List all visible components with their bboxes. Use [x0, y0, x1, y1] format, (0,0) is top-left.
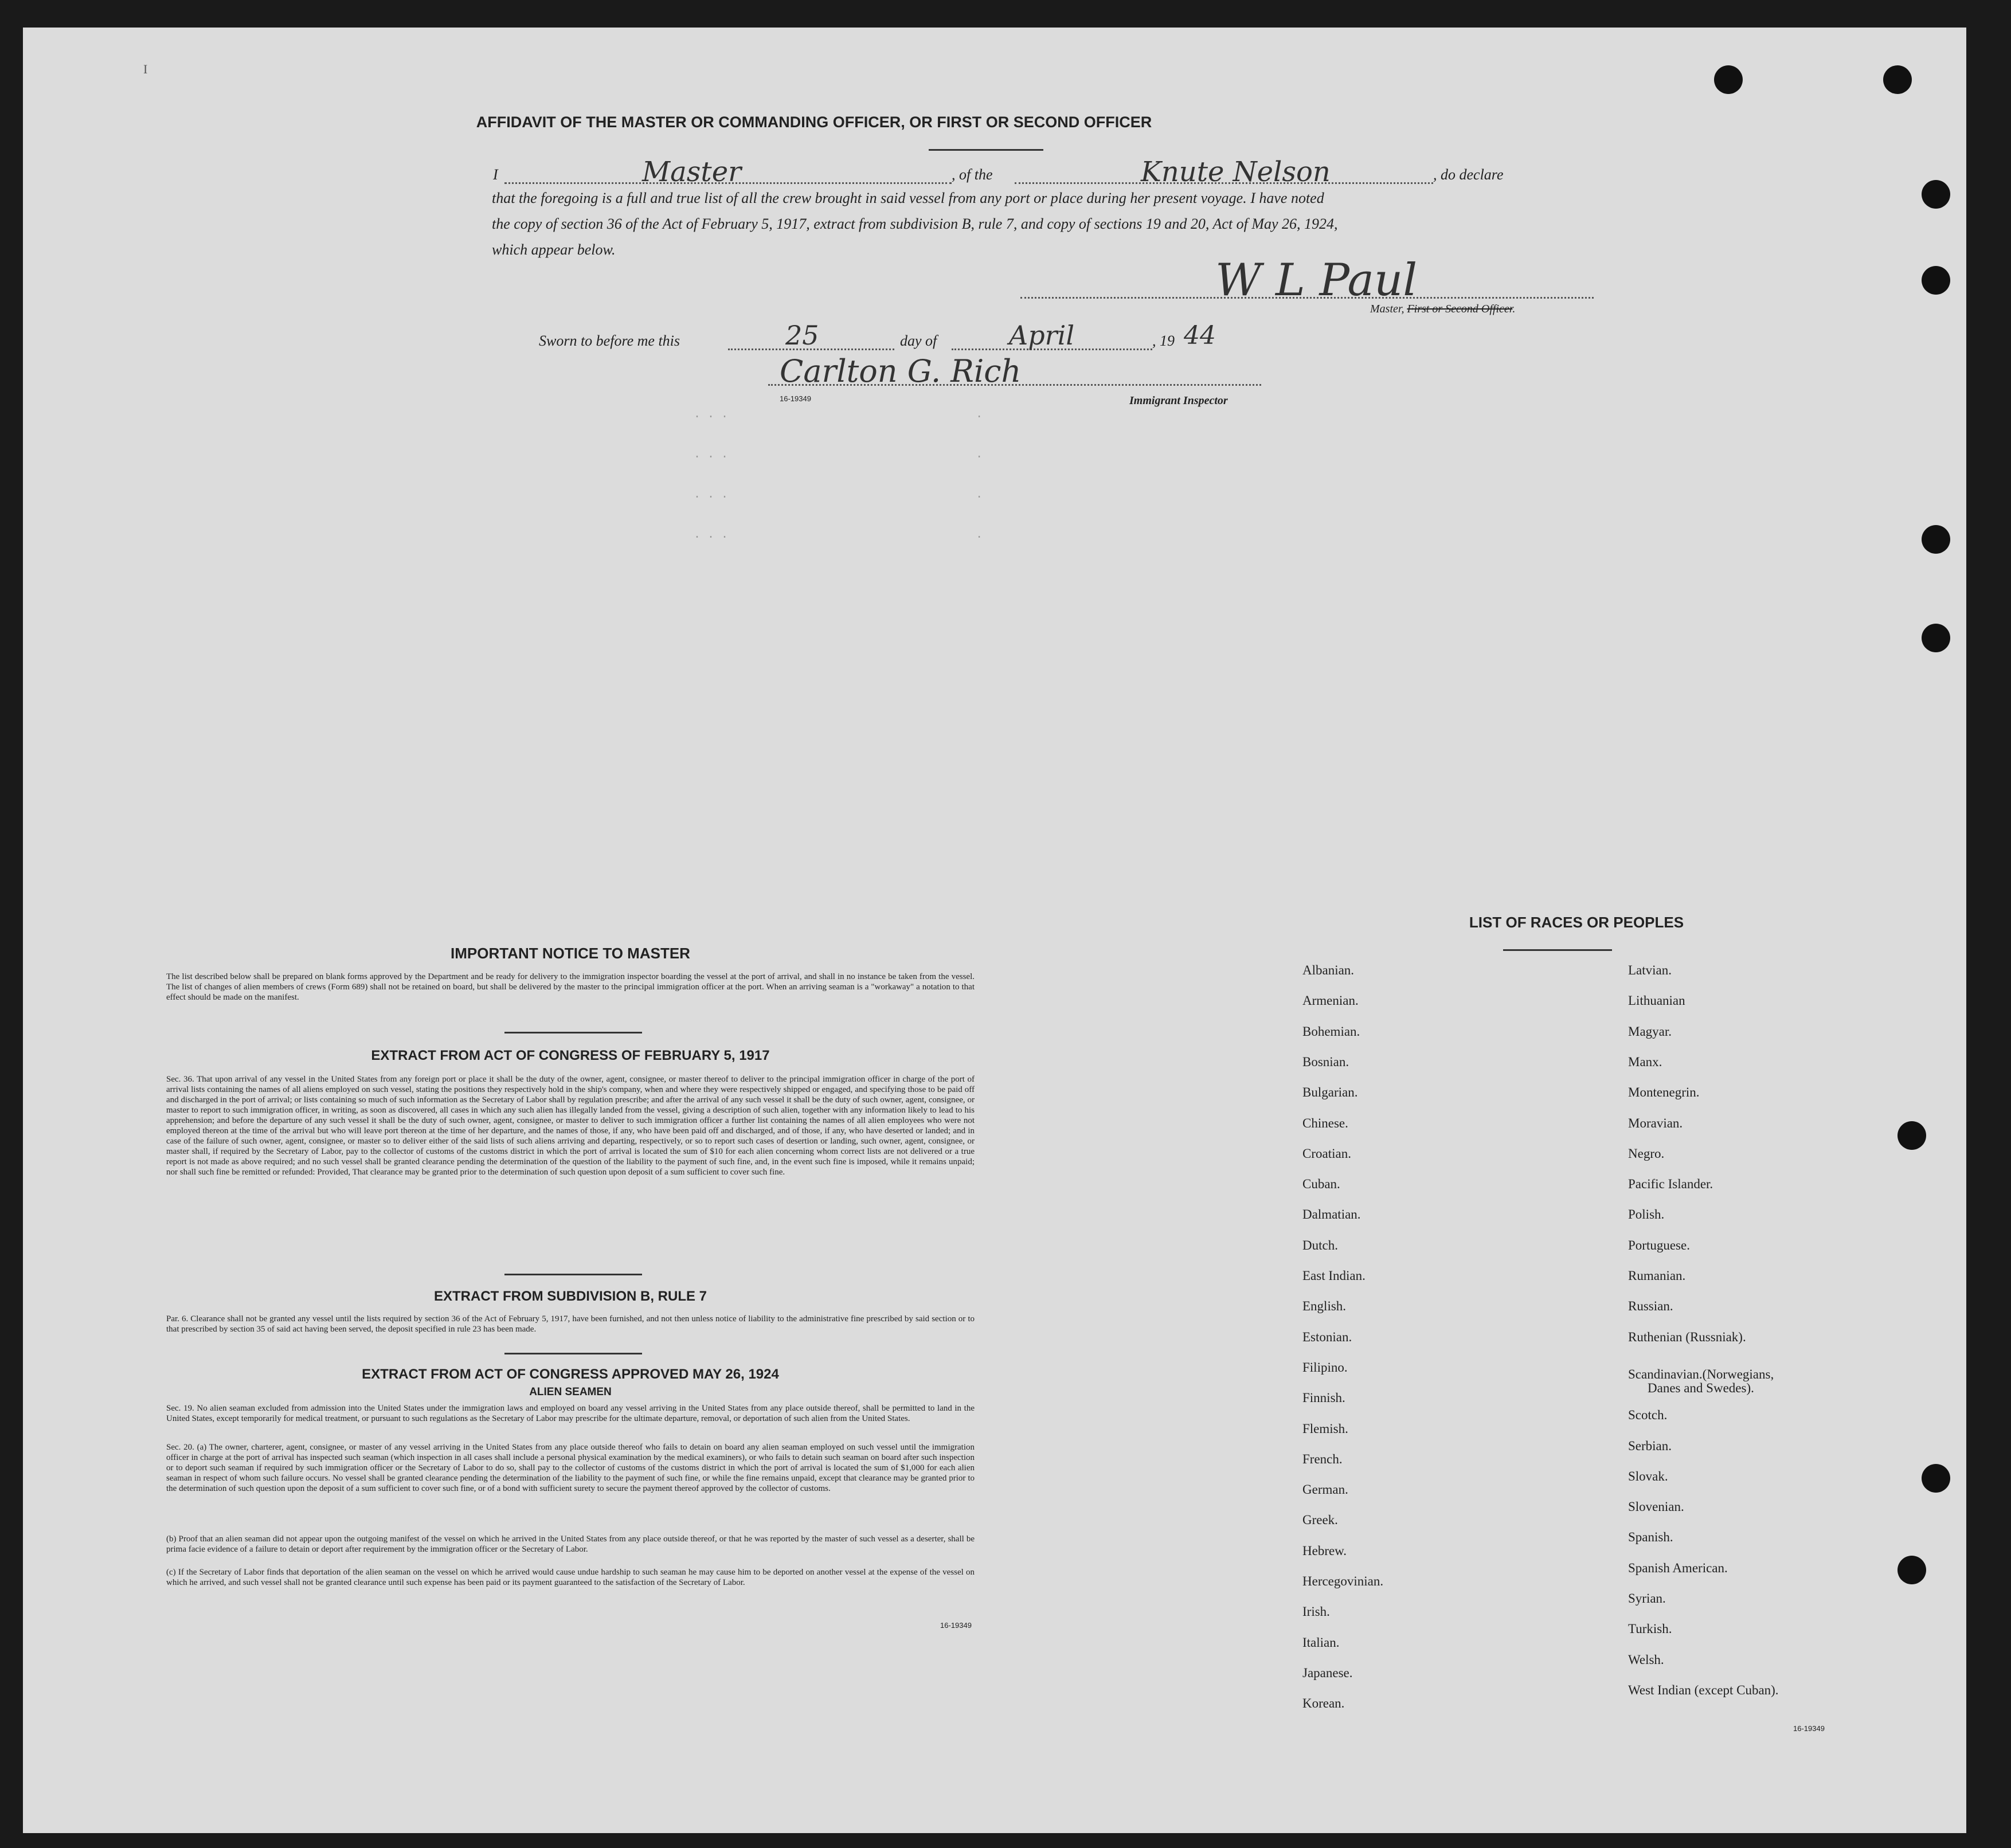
race-item: East Indian. [1302, 1268, 1366, 1283]
race-item: Armenian. [1302, 993, 1359, 1008]
extract-1917-text: Sec. 36. That upon arrival of any vessel in the United States from any foreign port or place it shall be the duty of the owner, agent, consignee, or master thereof to deliver to the principal immigration officer in charge of the port of arrival lists containing the names of all aliens employed on such vessel, stating the positions they respectively hold in the ship's company, when and where they were respectively shipped or engaged, and specifying those to be paid off and discharged in the port of arrival; or lists containing so much of such information as the Secretary of Labor shall by regulation prescribe; and after the arrival of any such vessel it shall be the duty of such owner, agent, consignee, or master to report to such immigration officer, in writing, as soon as discovered, all cases in which any such alien has illegally landed from the vessel, giving a description of such alien, together with any information likely to lead to his apprehension; and before the departure of any such vessel it shall be the duty of such owner, agent, consignee, or master to deliver to such immigration officer a further list containing the names of all alien employees who were not employed thereon at the time of the arrival but who will leave port thereon at the time of her departure, and the names of those, if any, who have been paid off and discharged, and of those, if any, who have deserted or landed; and in case of the failure of such owner, agent, consignee, or master so to deliver either of the said lists of such aliens arriving and departing, respectively, or so to report such cases of desertion or landing, such owner, agent, consignee, or master shall, if required by the Secretary of Labor, pay to the collector of customs of the customs district in which the port of arrival is located the sum of $10 for each alien concerning whom correct lists are not delivered or a true report is not made as above required; and no such vessel shall be granted clearance pending the determination of the question of the liability to the payment of such fine, and, in the event such fine is imposed, while it remains unpaid; nor shall such fine be remitted or refunded: Provided, That clearance may be granted prior to the determination of such question upon deposit of a sum sufficient to cover such fine. [166, 1075, 975, 1177]
race-item: Slovenian. [1628, 1499, 1684, 1514]
race-item: Serbian. [1628, 1438, 1672, 1453]
race-item: Finnish. [1302, 1391, 1345, 1405]
handwritten-year: 44 [1184, 321, 1216, 350]
race-item: Italian. [1302, 1635, 1340, 1650]
race-item: Chinese. [1302, 1115, 1348, 1130]
declaration-line-4: which appear below. [492, 241, 616, 258]
handwritten-day: 25 [785, 320, 819, 351]
race-item: Dutch. [1302, 1238, 1338, 1252]
punch-hole [1922, 624, 1950, 652]
sec20b-text: (b) Proof that an alien seaman did not appear upon the outgoing manifest of the vessel on which he arrived in the United States from any place outside thereof, or that he was reported by the master of such vessel as a deserter, shall be prima facie evidence of a failure to detain or deport after requirement by the immigration officer or the Secretary of Labor. [166, 1534, 975, 1554]
race-item: Albanian. [1302, 963, 1355, 977]
punch-hole [1897, 1121, 1926, 1150]
inspector-label: Immigrant Inspector [1129, 394, 1228, 407]
master-signature: W L Paul [1215, 255, 1418, 306]
race-item: West Indian (except Cuban). [1628, 1682, 1779, 1697]
race-item: Bohemian. [1302, 1024, 1360, 1039]
race-item: Danes and Swedes). [1648, 1380, 1754, 1395]
title-rule [929, 149, 1043, 151]
race-item: Estonian. [1302, 1329, 1352, 1344]
race-item: Irish. [1302, 1604, 1330, 1619]
handwritten-month: April [1009, 320, 1075, 351]
race-item: Negro. [1628, 1146, 1665, 1161]
margin-mark: I [143, 62, 148, 76]
race-item: Welsh. [1628, 1652, 1664, 1667]
declaration-line-1: I Master , of the Knute Nelson , do declare [493, 156, 1504, 188]
race-item: Slovak. [1628, 1469, 1668, 1483]
race-item: Syrian. [1628, 1591, 1666, 1606]
race-item: Dalmatian. [1302, 1207, 1361, 1222]
race-item: Bulgarian. [1302, 1085, 1358, 1100]
race-item: Lithuanian [1628, 993, 1685, 1008]
affidavit-title: AFFIDAVIT OF THE MASTER OR COMMANDING OFFICER, OR FIRST OR SECOND OFFICER [476, 113, 1152, 131]
extract-1917-title: EXTRACT FROM ACT OF CONGRESS OF FEBRUARY 5, 1917 [371, 1048, 770, 1063]
race-item: Japanese. [1302, 1665, 1353, 1680]
form-number: 16-19349 [1793, 1724, 1825, 1733]
sec19-text: Sec. 19. No alien seaman excluded from admission into the United States under the immigration laws and employed on board any vessel arriving in the United States from any place outside thereof, shall be permitted to land in the United States, except temporarily for medical treatment, or pursuant to such regulations as the Secretary of Labor may prescribe for the ultimate departure, removal, or deportation of such alien from the United States. [166, 1404, 975, 1423]
notice-title: IMPORTANT NOTICE TO MASTER [451, 945, 690, 962]
race-item: Montenegrin. [1628, 1085, 1700, 1100]
extract-1924-title: EXTRACT FROM ACT OF CONGRESS APPROVED MAY 26, 1924 [362, 1367, 779, 1382]
race-item: Spanish American. [1628, 1560, 1728, 1575]
race-item: Turkish. [1628, 1622, 1672, 1636]
race-item: Hercegovinian. [1302, 1574, 1384, 1588]
bleed-through-marks: · · · · · · · · · · · · · · · · [694, 410, 983, 544]
race-item: Rumanian. [1628, 1268, 1686, 1283]
race-item: Flemish. [1302, 1421, 1348, 1436]
race-item: Greek. [1302, 1513, 1338, 1528]
race-item: French. [1302, 1451, 1343, 1466]
form-number: 16-19349 [940, 1621, 972, 1630]
punch-hole [1922, 180, 1950, 209]
race-item: Pacific Islander. [1628, 1177, 1713, 1192]
rule7-title: EXTRACT FROM SUBDIVISION B, RULE 7 [433, 1289, 707, 1304]
punch-hole [1714, 65, 1743, 94]
punch-hole [1883, 65, 1912, 94]
race-item: Cuban. [1302, 1177, 1340, 1192]
punch-hole [1922, 1464, 1950, 1493]
sec20a-text: Sec. 20. (a) The owner, charterer, agent, consignee, or master of any vessel arriving in the United States from any place outside thereof who fails to detain on board any alien seaman employed on such vessel until the immigration officer in charge at the port of arrival has inspected such seaman (which inspection in all cases shall include a personal physical examination by the medical examiners), or who fails to detain such seaman on board after such inspection or to deport such seaman if required by such immigration officer or the Secretary of Labor to do so, shall pay to the collector of customs of the customs district in which the port of arrival is located the sum of $1,000 for each alien seaman in respect of whom such failure occurs. No vessel shall be granted clearance pending the determination of the liability to the payment of such fine, or while the fine remains unpaid, except that clearance may be granted prior to the determination of such question upon the deposit of a sum sufficient to cover such fine, or of a bond with sufficient surety to secure the payment thereof approved by the collector of customs. [166, 1443, 975, 1493]
alien-seamen-subtitle: ALIEN SEAMEN [529, 1386, 612, 1398]
race-item: German. [1302, 1482, 1348, 1497]
master-label: Master, First or Second Officer. [1370, 303, 1516, 315]
race-item: Russian. [1628, 1299, 1673, 1314]
race-item: Hebrew. [1302, 1543, 1347, 1558]
handwritten-rank: Master [642, 156, 742, 188]
race-item: Filipino. [1302, 1360, 1348, 1375]
form-number: 16-19349 [780, 394, 811, 403]
races-title: LIST OF RACES OR PEOPLES [1469, 914, 1684, 931]
race-item: Latvian. [1628, 963, 1672, 977]
race-item: Ruthenian (Russniak). [1628, 1329, 1746, 1344]
race-item: Scotch. [1628, 1408, 1668, 1423]
race-item: Manx. [1628, 1054, 1662, 1069]
handwritten-vessel-name: Knute Nelson [1141, 156, 1331, 188]
inspector-signature: Carlton G. Rich [780, 353, 1022, 389]
race-item: English. [1302, 1299, 1347, 1314]
document-page [23, 28, 1966, 1833]
race-item: Portuguese. [1628, 1238, 1690, 1252]
punch-hole [1922, 266, 1950, 295]
punch-hole [1897, 1556, 1926, 1584]
rule7-text: Par. 6. Clearance shall not be granted any vessel until the lists required by section 36 of the Act of February 5, 1917, have been furnished, and not then unless notice of liability to the administrative fine prescribed by said section or to that prescribed by section 35 of said act having been served, the deposit specified in rule 23 has been made. [166, 1314, 975, 1334]
race-item: Scandinavian.(Norwegians, [1628, 1367, 1774, 1381]
sec20c-text: (c) If the Secretary of Labor finds that deportation of the alien seaman on the vessel on which he arrived would cause undue hardship to such seaman he may cause him to be deported on another vessel at the expense of the vessel on which he arrived, and such vessel shall not be granted clearance until such expense has been paid or its payment guaranteed to the satisfaction of the Secretary of Labor. [166, 1568, 975, 1587]
race-item: Croatian. [1302, 1146, 1351, 1161]
punch-hole [1922, 525, 1950, 554]
declaration-line-2: that the foregoing is a full and true list of all the crew brought in said vessel from any port or place during her present voyage. I have noted [492, 190, 1324, 206]
race-item: Polish. [1628, 1207, 1665, 1222]
race-item: Spanish. [1628, 1530, 1673, 1545]
declaration-line-3: the copy of section 36 of the Act of February 5, 1917, extract from subdivision B, rule 7, and copy of sections 19 and 20, Act of May 26, 1924, [492, 216, 1338, 232]
race-item: Bosnian. [1302, 1054, 1349, 1069]
race-item: Korean. [1302, 1696, 1345, 1711]
race-item: Moravian. [1628, 1115, 1683, 1130]
notice-text: The list described below shall be prepared on blank forms approved by the Department and be ready for delivery to the immigration inspector boarding the vessel at the port of arrival, and shall in no instance be taken from the vessel. The list of changes of alien members of crews (Form 689) shall not be retained on board, but shall be delivered by the master to the principal immigration officer at the port. When an arriving seaman is a "workaway" a notation to that effect should be made on the manifest. [166, 972, 975, 1002]
race-item: Magyar. [1628, 1024, 1672, 1039]
sworn-line: Sworn to before me this 25 day of April , 19 44 [539, 320, 1216, 351]
